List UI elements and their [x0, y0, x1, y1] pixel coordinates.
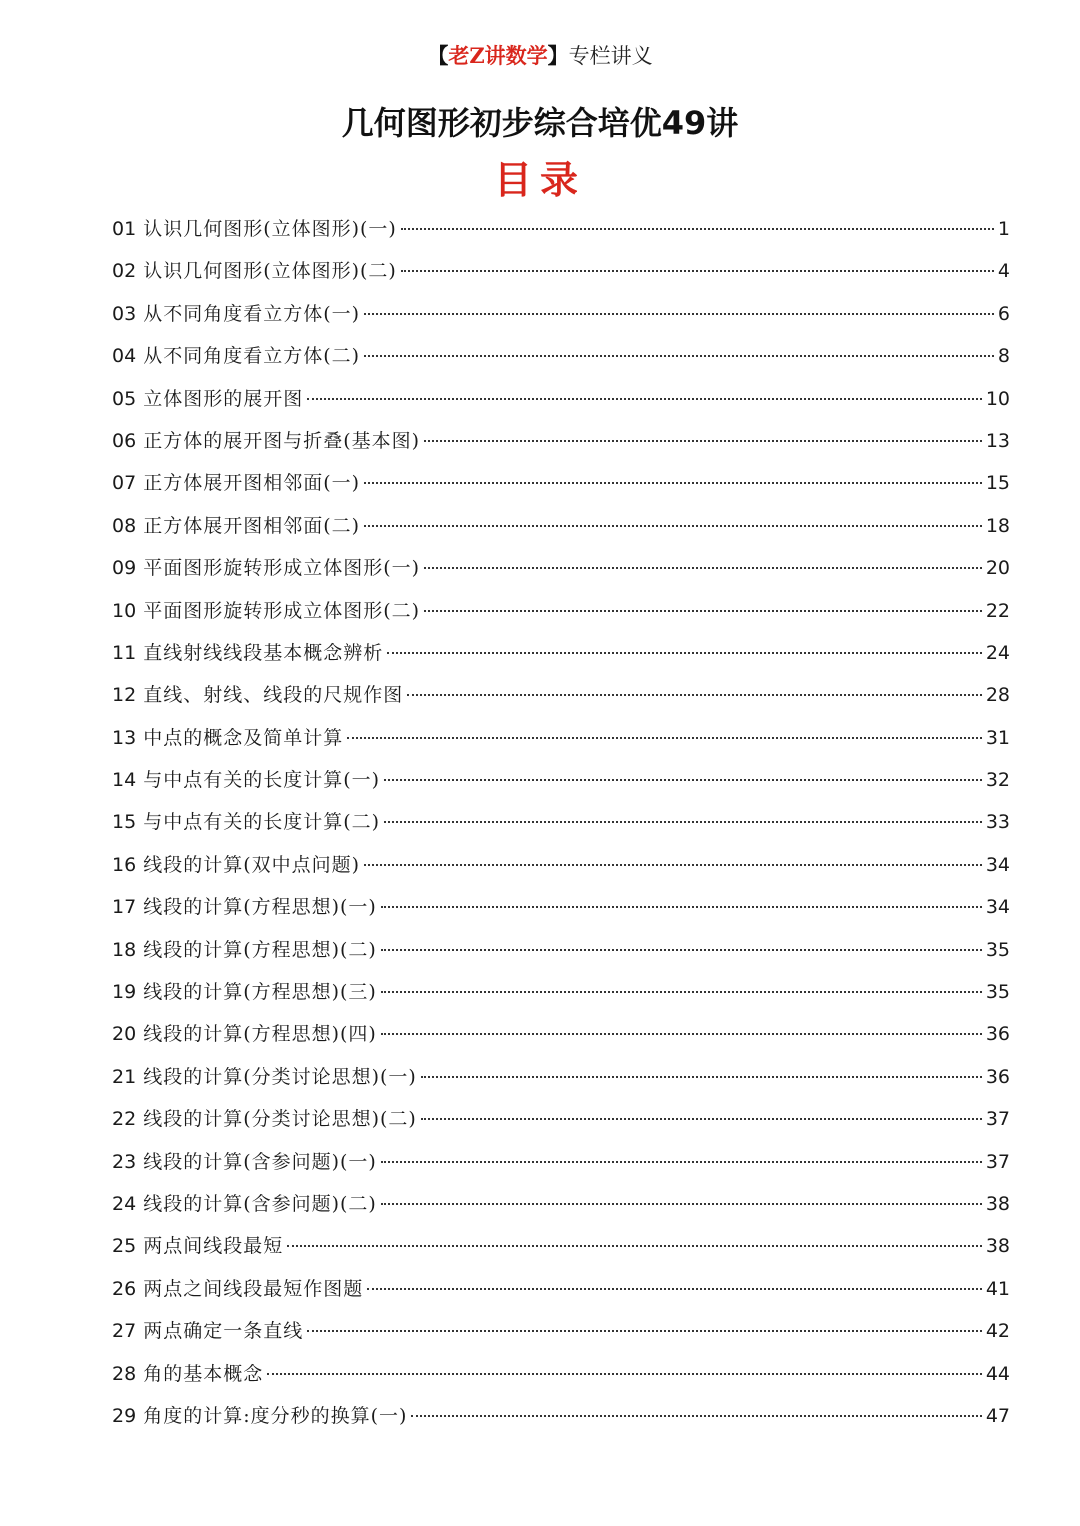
toc-leader-dots — [364, 525, 982, 527]
toc-leader-dots — [387, 652, 982, 654]
toc-entry-page: 44 — [985, 1362, 1010, 1385]
toc-entry-title: 线段的计算(双中点问题) — [143, 853, 361, 876]
toc-entry-page: 38 — [985, 1192, 1010, 1215]
toc-entry-number: 19 — [112, 981, 137, 1004]
toc-entry-title: 正方体的展开图与折叠(基本图) — [143, 429, 421, 452]
toc-entry[interactable] — [112, 632, 1010, 674]
toc-entry-number: 28 — [112, 1362, 137, 1385]
toc-leader-dots — [381, 1033, 982, 1035]
toc-entry-page: 31 — [985, 726, 1010, 749]
toc-entry-number: 11 — [112, 641, 137, 664]
toc-entry[interactable] — [112, 420, 1010, 462]
toc-entry-title: 两点确定一条直线 — [143, 1320, 304, 1343]
toc-entry[interactable] — [112, 844, 1010, 886]
toc-entry-number: 10 — [112, 599, 137, 622]
toc-entry-page: 38 — [985, 1235, 1010, 1258]
toc-entry-title: 立体图形的展开图 — [143, 387, 304, 410]
toc-entry-number: 02 — [112, 260, 137, 283]
toc-entry-number: 03 — [112, 302, 137, 325]
toc-entry-page: 37 — [985, 1108, 1010, 1131]
toc-entry-number: 12 — [112, 684, 137, 707]
toc-entry-title: 正方体展开图相邻面(二) — [143, 514, 361, 537]
header-suffix: 专栏讲义 — [568, 44, 653, 68]
toc-entry-page: 20 — [985, 557, 1010, 580]
toc-leader-dots — [347, 737, 982, 739]
toc-entry[interactable] — [112, 674, 1010, 716]
toc-entry-title: 线段的计算(方程思想)(一) — [143, 896, 377, 919]
toc-leader-dots — [307, 1330, 982, 1332]
toc-entry[interactable] — [112, 1098, 1010, 1140]
toc-leader-dots — [384, 779, 982, 781]
toc-entry-page: 15 — [985, 472, 1010, 495]
toc-entry-page: 41 — [985, 1277, 1010, 1300]
toc-entry-title: 从不同角度看立方体(二) — [143, 345, 361, 368]
toc-leader-dots — [401, 270, 994, 272]
toc-entry-number: 25 — [112, 1235, 137, 1258]
header-brand: 老Z讲数学 — [448, 43, 548, 68]
toc-entry-number: 23 — [112, 1150, 137, 1173]
toc-entry[interactable] — [112, 293, 1010, 335]
toc-entry-page: 13 — [985, 429, 1010, 452]
toc-leader-dots — [367, 1288, 982, 1290]
toc-entry-title: 线段的计算(方程思想)(二) — [143, 938, 377, 961]
toc-entry[interactable] — [112, 1395, 1010, 1437]
toc-entry[interactable] — [112, 929, 1010, 971]
toc-leader-dots — [384, 821, 982, 823]
toc-entry-number: 24 — [112, 1192, 137, 1215]
toc-entry-title: 线段的计算(分类讨论思想)(一) — [143, 1065, 417, 1088]
toc-entry-page: 47 — [985, 1404, 1010, 1427]
toc-entry-page: 35 — [985, 938, 1010, 961]
toc-leader-dots — [381, 991, 982, 993]
toc-entry[interactable] — [112, 759, 1010, 801]
toc-entry-number: 09 — [112, 557, 137, 580]
toc-entry[interactable] — [112, 1141, 1010, 1183]
toc-entry-page: 36 — [985, 1023, 1010, 1046]
toc-entry-number: 26 — [112, 1277, 137, 1300]
toc-entry-page: 10 — [985, 387, 1010, 410]
toc-entry-title: 线段的计算(含参问题)(二) — [143, 1192, 377, 1215]
toc-entry[interactable] — [112, 462, 1010, 504]
toc-leader-dots — [424, 610, 982, 612]
toc-entry-page: 37 — [985, 1150, 1010, 1173]
toc-entry-title: 角度的计算:度分秒的换算(一) — [143, 1404, 408, 1427]
toc-leader-dots — [364, 355, 994, 357]
toc-entry-title: 角的基本概念 — [143, 1362, 264, 1385]
toc-entry-page: 33 — [985, 811, 1010, 834]
toc-entry-number: 14 — [112, 769, 137, 792]
toc-entry[interactable] — [112, 1056, 1010, 1098]
toc-entry-title: 平面图形旋转形成立体图形(二) — [143, 599, 421, 622]
toc-entry[interactable] — [112, 1225, 1010, 1267]
toc-entry[interactable] — [112, 886, 1010, 928]
toc-leader-dots — [401, 228, 994, 230]
toc-entry-title: 线段的计算(方程思想)(四) — [143, 1023, 377, 1046]
header-bracket-open: 【 — [427, 43, 449, 68]
toc-entry-number: 04 — [112, 345, 137, 368]
toc-leader-dots — [381, 949, 982, 951]
toc-entry[interactable] — [112, 1268, 1010, 1310]
toc-entry-number: 17 — [112, 896, 137, 919]
toc-entry-title: 直线射线线段基本概念辨析 — [143, 641, 384, 664]
toc-leader-dots — [364, 864, 982, 866]
toc-entry-number: 05 — [112, 387, 137, 410]
toc-leader-dots — [421, 1076, 982, 1078]
toc-entry[interactable] — [112, 971, 1010, 1013]
toc-entry-number: 18 — [112, 938, 137, 961]
toc-entry-page: 4 — [997, 260, 1010, 283]
toc-entry-number: 27 — [112, 1320, 137, 1343]
toc-entry[interactable] — [112, 590, 1010, 632]
toc-leader-dots — [424, 440, 982, 442]
toc-heading: 目录 — [493, 158, 586, 202]
toc-entry-title: 认识几何图形(立体图形)(一) — [143, 218, 397, 240]
toc-entry[interactable] — [112, 717, 1010, 759]
header-bracket-close: 】 — [547, 43, 569, 68]
toc-leader-dots — [424, 567, 982, 569]
toc-entry-title: 直线、射线、线段的尺规作图 — [143, 684, 404, 707]
toc-entry[interactable] — [112, 547, 1010, 589]
toc-entry-number: 08 — [112, 514, 137, 537]
toc-entry-page: 22 — [985, 599, 1010, 622]
toc-entry-title: 线段的计算(含参问题)(一) — [143, 1150, 377, 1173]
toc-entry-page: 32 — [985, 769, 1010, 792]
toc-entry[interactable] — [112, 1353, 1010, 1395]
toc-entry-page: 34 — [985, 896, 1010, 919]
toc-leader-dots — [381, 1161, 982, 1163]
toc-leader-dots — [287, 1245, 982, 1247]
toc-entry[interactable] — [112, 335, 1010, 377]
toc-entry[interactable] — [112, 250, 1010, 292]
toc-leader-dots — [381, 1203, 982, 1205]
page-header — [0, 40, 1080, 72]
toc-entry-title: 平面图形旋转形成立体图形(一) — [143, 557, 421, 580]
toc-entry-page: 34 — [985, 853, 1010, 876]
toc-entry-number: 15 — [112, 811, 137, 834]
toc-entry-page: 18 — [985, 514, 1010, 537]
toc-entry-number: 07 — [112, 472, 137, 495]
toc-entry-title: 与中点有关的长度计算(二) — [143, 811, 381, 834]
toc-leader-dots — [364, 313, 994, 315]
toc-entry-page: 1 — [997, 218, 1010, 240]
toc-entry-number: 06 — [112, 429, 137, 452]
toc-entry-page: 35 — [985, 981, 1010, 1004]
toc-entry-number: 16 — [112, 853, 137, 876]
toc-entry-title: 两点之间线段最短作图题 — [143, 1277, 364, 1300]
toc-entry-page: 42 — [985, 1320, 1010, 1343]
toc-entry-number: 01 — [112, 218, 137, 240]
toc-leader-dots — [407, 694, 982, 696]
table-of-contents — [112, 208, 1010, 1437]
toc-entry[interactable] — [112, 1013, 1010, 1055]
toc-entry-title: 线段的计算(方程思想)(三) — [143, 981, 377, 1004]
toc-leader-dots — [421, 1118, 982, 1120]
toc-entry-title: 两点间线段最短 — [143, 1235, 284, 1258]
toc-entry-title: 线段的计算(分类讨论思想)(二) — [143, 1108, 417, 1131]
toc-entry-number: 29 — [112, 1404, 137, 1427]
toc-leader-dots — [267, 1373, 982, 1375]
toc-entry-page: 28 — [985, 684, 1010, 707]
toc-entry-page: 8 — [997, 345, 1010, 368]
document-title: 几何图形初步综合培优49讲 — [341, 104, 739, 142]
toc-leader-dots — [364, 482, 982, 484]
toc-entry[interactable] — [112, 1183, 1010, 1225]
toc-leader-dots — [411, 1415, 981, 1417]
toc-entry-number: 20 — [112, 1023, 137, 1046]
toc-entry-page: 36 — [985, 1065, 1010, 1088]
toc-entry-title: 正方体展开图相邻面(一) — [143, 472, 361, 495]
toc-entry[interactable] — [112, 378, 1010, 420]
toc-leader-dots — [307, 398, 982, 400]
toc-entry[interactable] — [112, 1310, 1010, 1352]
toc-entry-title: 认识几何图形(立体图形)(二) — [143, 260, 397, 283]
toc-entry-number: 22 — [112, 1108, 137, 1131]
toc-entry-title: 从不同角度看立方体(一) — [143, 302, 361, 325]
toc-entry[interactable] — [112, 801, 1010, 843]
toc-entry-page: 6 — [997, 302, 1010, 325]
toc-entry-number: 13 — [112, 726, 137, 749]
toc-leader-dots — [381, 906, 982, 908]
toc-entry[interactable] — [112, 505, 1010, 547]
toc-entry-page: 24 — [985, 641, 1010, 664]
toc-entry[interactable] — [112, 208, 1010, 250]
toc-entry-number: 21 — [112, 1065, 137, 1088]
toc-entry-title: 与中点有关的长度计算(一) — [143, 769, 381, 792]
toc-entry-title: 中点的概念及简单计算 — [143, 726, 344, 749]
